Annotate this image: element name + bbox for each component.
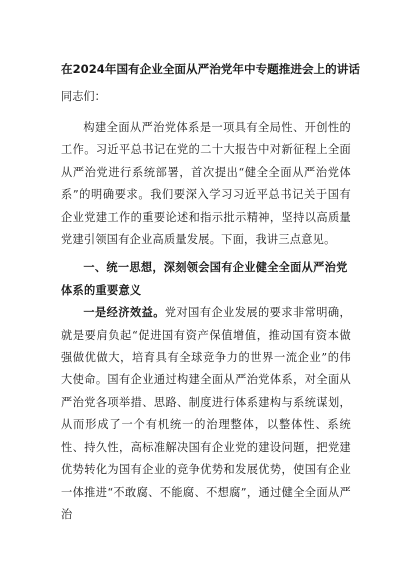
intro-paragraph: 构建全面从严治党体系是一项具有全局性、开创性的工作。习近平总书记在党的二十大报告中对新征程上全面从严治党进行系统部署，首次提出“健全全面从严治党体系”的明确要求。我们要深入学习习近平总书记关于国有企业党建工作的重要论述和指示批示精神，坚持以高质量党建引领国有企业高质量发展。下面，我讲三点意见。: [61, 121, 351, 247]
section-heading-1: 一、统一思想，深刻领会国有企业健全全面从严治党体系的重要意义: [61, 261, 348, 297]
point-1-paragraph: [61, 302, 351, 526]
salutation: 同志们：: [61, 90, 106, 103]
point-1-lead: 一是经济效益。: [83, 306, 165, 320]
point-1-body: 党对国有企业发展的要求非常明确，就是要肩负起“促进国有资产保值增值，推动国有资本做强做优做大，培育具有全球竞争力的世界一流企业”的伟大使命。国有企业通过构建全面从严治党体系，对全面从严治党各项举措、思路、制度进行体系建构与系统谋划，从而形成了一个有机统一的治理整体，以整体性、系统性、持久性，高标准解决国有企业党的建设问题，把党建优势转化为国有企业的竞争优势和发展优势，使国有企业一体推进“不敢腐、不能腐、不想腐”，通过健全全面从严治: [61, 306, 351, 521]
document-body: [61, 62, 360, 526]
document-title: 在2024年国有企业全面从严治党年中专题推进会上的讲话: [61, 62, 360, 76]
